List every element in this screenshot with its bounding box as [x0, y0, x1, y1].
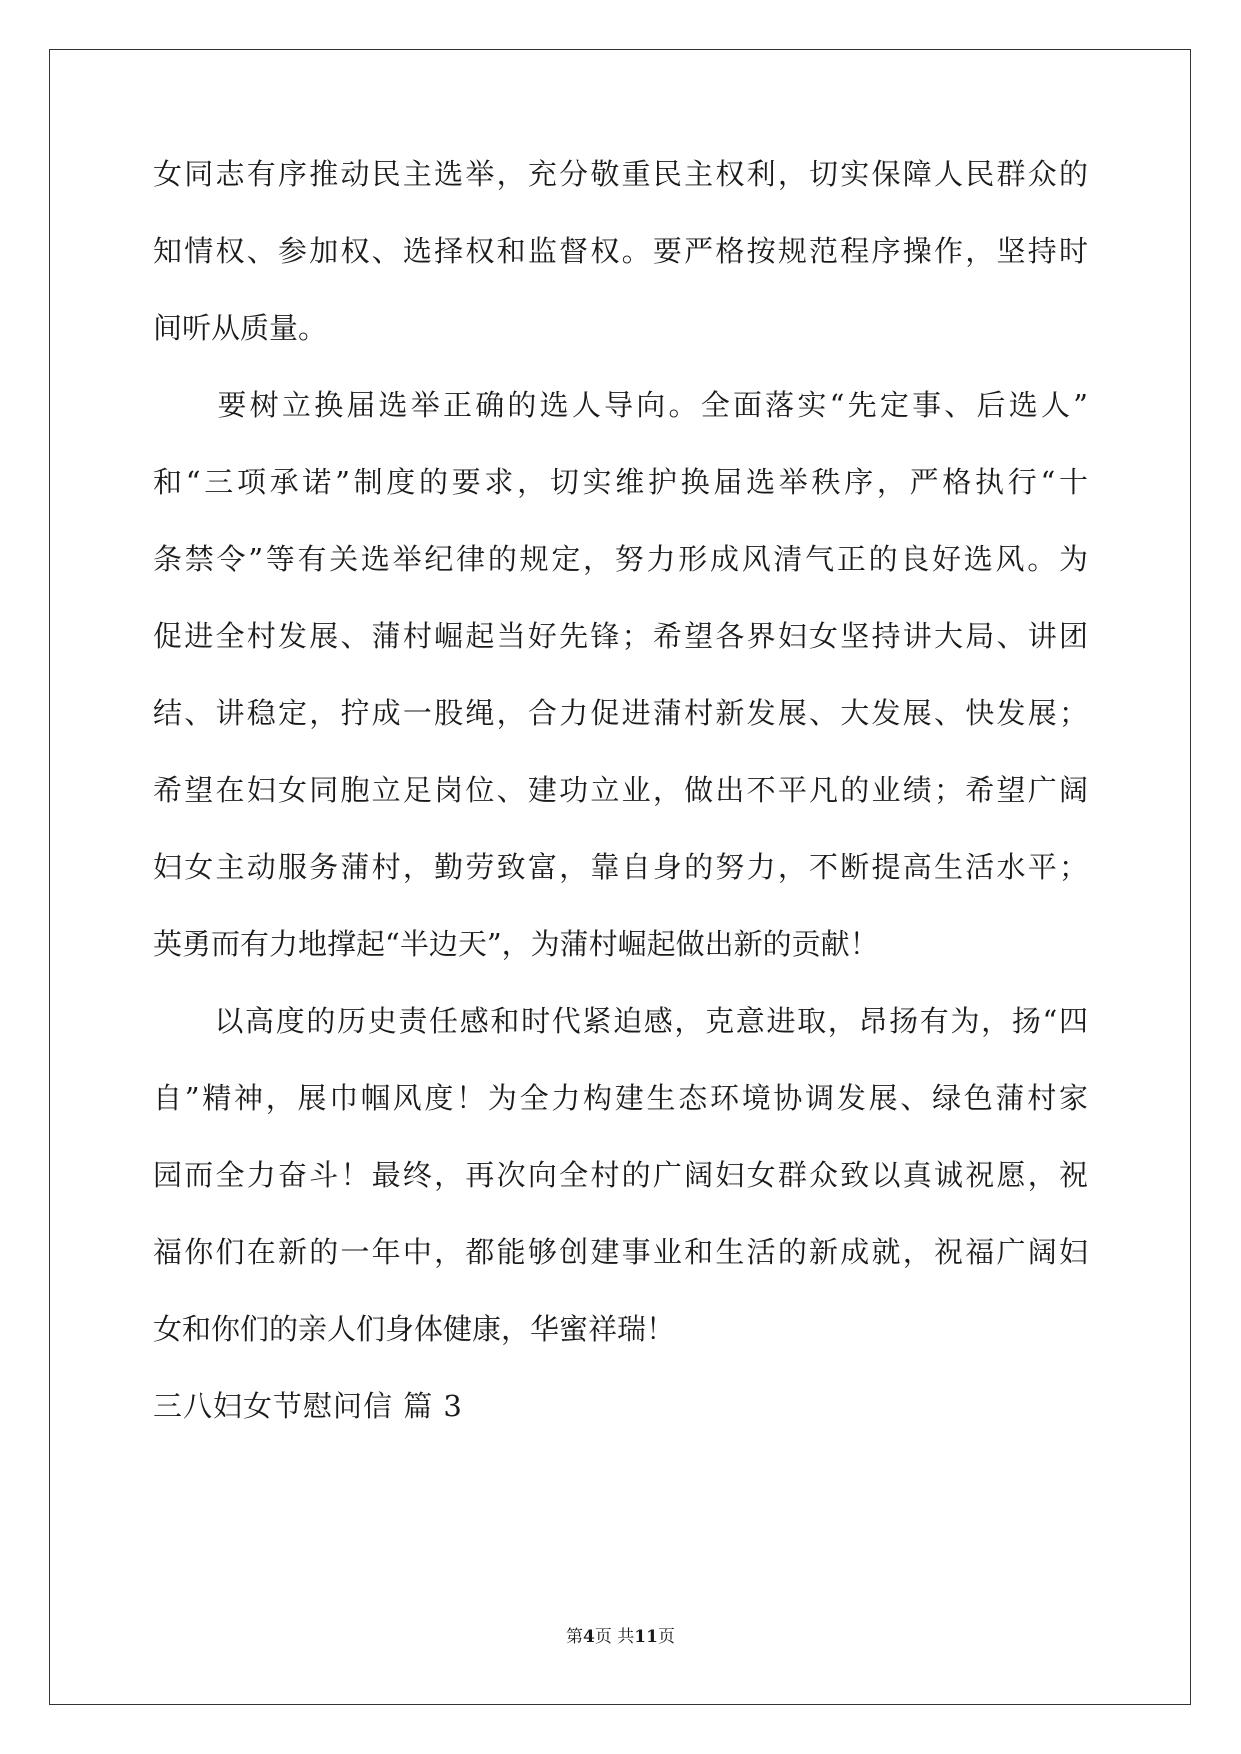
text-line: 和“三项承诺”制度的要求，切实维护换届选举秩序，严格执行“十 [153, 465, 1088, 499]
text-line: 以高度的历史责任感和时代紧迫感，克意进取，昂扬有为，扬“四 [153, 1004, 1088, 1038]
document-body [153, 157, 1088, 1432]
text-line: 促进全村发展、蒲村崛起当好先锋；希望各界妇女坚持讲大局、讲团 [153, 619, 1088, 653]
footer-suffix: 页 [657, 1627, 675, 1647]
text-line: 希望在妇女同胞立足岗位、建功立业，做出不平凡的业绩；希望广阔 [153, 773, 1088, 807]
text-line: 知情权、参加权、选择权和监督权。要严格按规范程序操作，坚持时 [153, 234, 1088, 268]
text-line: 自”精神，展巾帼风度！为全力构建生态环境协调发展、绿色蒲村家 [153, 1081, 1088, 1115]
text-line: 要树立换届选举正确的选人导向。全面落实“先定事、后选人” [153, 388, 1088, 422]
text-line: 园而全力奋斗！最终，再次向全村的广阔妇女群众致以真诚祝愿，祝 [153, 1158, 1088, 1192]
text-line: 福你们在新的一年中，都能够创建事业和生活的新成就，祝福广阔妇 [153, 1235, 1088, 1269]
paragraph-3 [153, 1004, 1088, 1392]
text-line: 女同志有序推动民主选举，充分敬重民主权利，切实保障人民群众的 [153, 157, 1088, 191]
footer-prefix: 第 [566, 1627, 584, 1647]
text-line: 条禁令”等有关选举纪律的规定，努力形成风清气正的良好选风。为 [153, 542, 1088, 576]
paragraph-2 [153, 388, 1088, 1007]
total-pages-number: 11 [634, 1627, 658, 1647]
text-line: 妇女主动服务蒲村，勤劳致富，靠自身的努力，不断提高生活水平； [153, 850, 1088, 884]
text-line: 英勇而有力地撑起“半边天”，为蒲村崛起做出新的贡献！ [153, 927, 879, 961]
paragraph-1 [153, 157, 1088, 391]
current-page-number: 4 [583, 1627, 595, 1647]
page-footer [0, 1622, 1241, 1647]
text-line: 女和你们的亲人们身体健康，华蜜祥瑞！ [153, 1312, 676, 1346]
footer-middle: 页 共 [594, 1627, 635, 1647]
text-line: 间听从质量。 [153, 311, 328, 345]
text-line: 结、讲稳定，拧成一股绳，合力促进蒲村新发展、大发展、快发展； [153, 696, 1088, 730]
section-heading: 三八妇女节慰问信 篇 3 [153, 1389, 463, 1423]
